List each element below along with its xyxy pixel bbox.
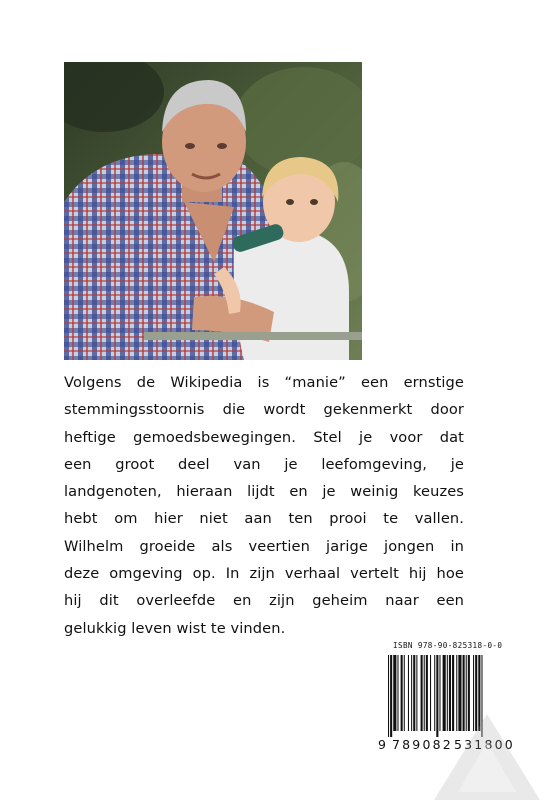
blurb-line: een groot deel van je leefomgeving, je [64, 455, 464, 473]
blurb-line: Volgens de Wikipedia is “manie” een ernstige [64, 374, 464, 391]
ean-group-left: 789082 [392, 737, 453, 752]
back-cover-blurb [64, 369, 464, 642]
watermark-logo [428, 706, 546, 804]
blurb-line: hij dit overleefde en zijn geheim naar een [64, 592, 464, 610]
blurb-line: Wilhelm groeide als veertien jarige jongen in [64, 537, 464, 555]
cover-photo [64, 62, 362, 360]
blurb-line: deze omgeving op. In zijn verhaal vertelt hij hoe [64, 565, 464, 583]
ean-first-digit: 9 [378, 737, 387, 752]
blurb-line: gelukkig leven wist te vinden. [64, 619, 286, 637]
photo-illustration [64, 62, 362, 360]
ean-group-right: 531800 [454, 737, 515, 752]
blurb-line: stemmingsstoornis die wordt gekenmerkt door [64, 401, 464, 419]
blurb-line: landgenoten, hieraan lijdt en je weinig keuzes [64, 483, 464, 501]
blurb-line: heftige gemoedsbewegingen. Stel je voor dat [64, 428, 464, 446]
isbn-label: ISBN 978-90-825318-0-0 [393, 641, 503, 650]
blurb-line: hebt om hier niet aan ten prooi te vallen. [64, 510, 464, 528]
